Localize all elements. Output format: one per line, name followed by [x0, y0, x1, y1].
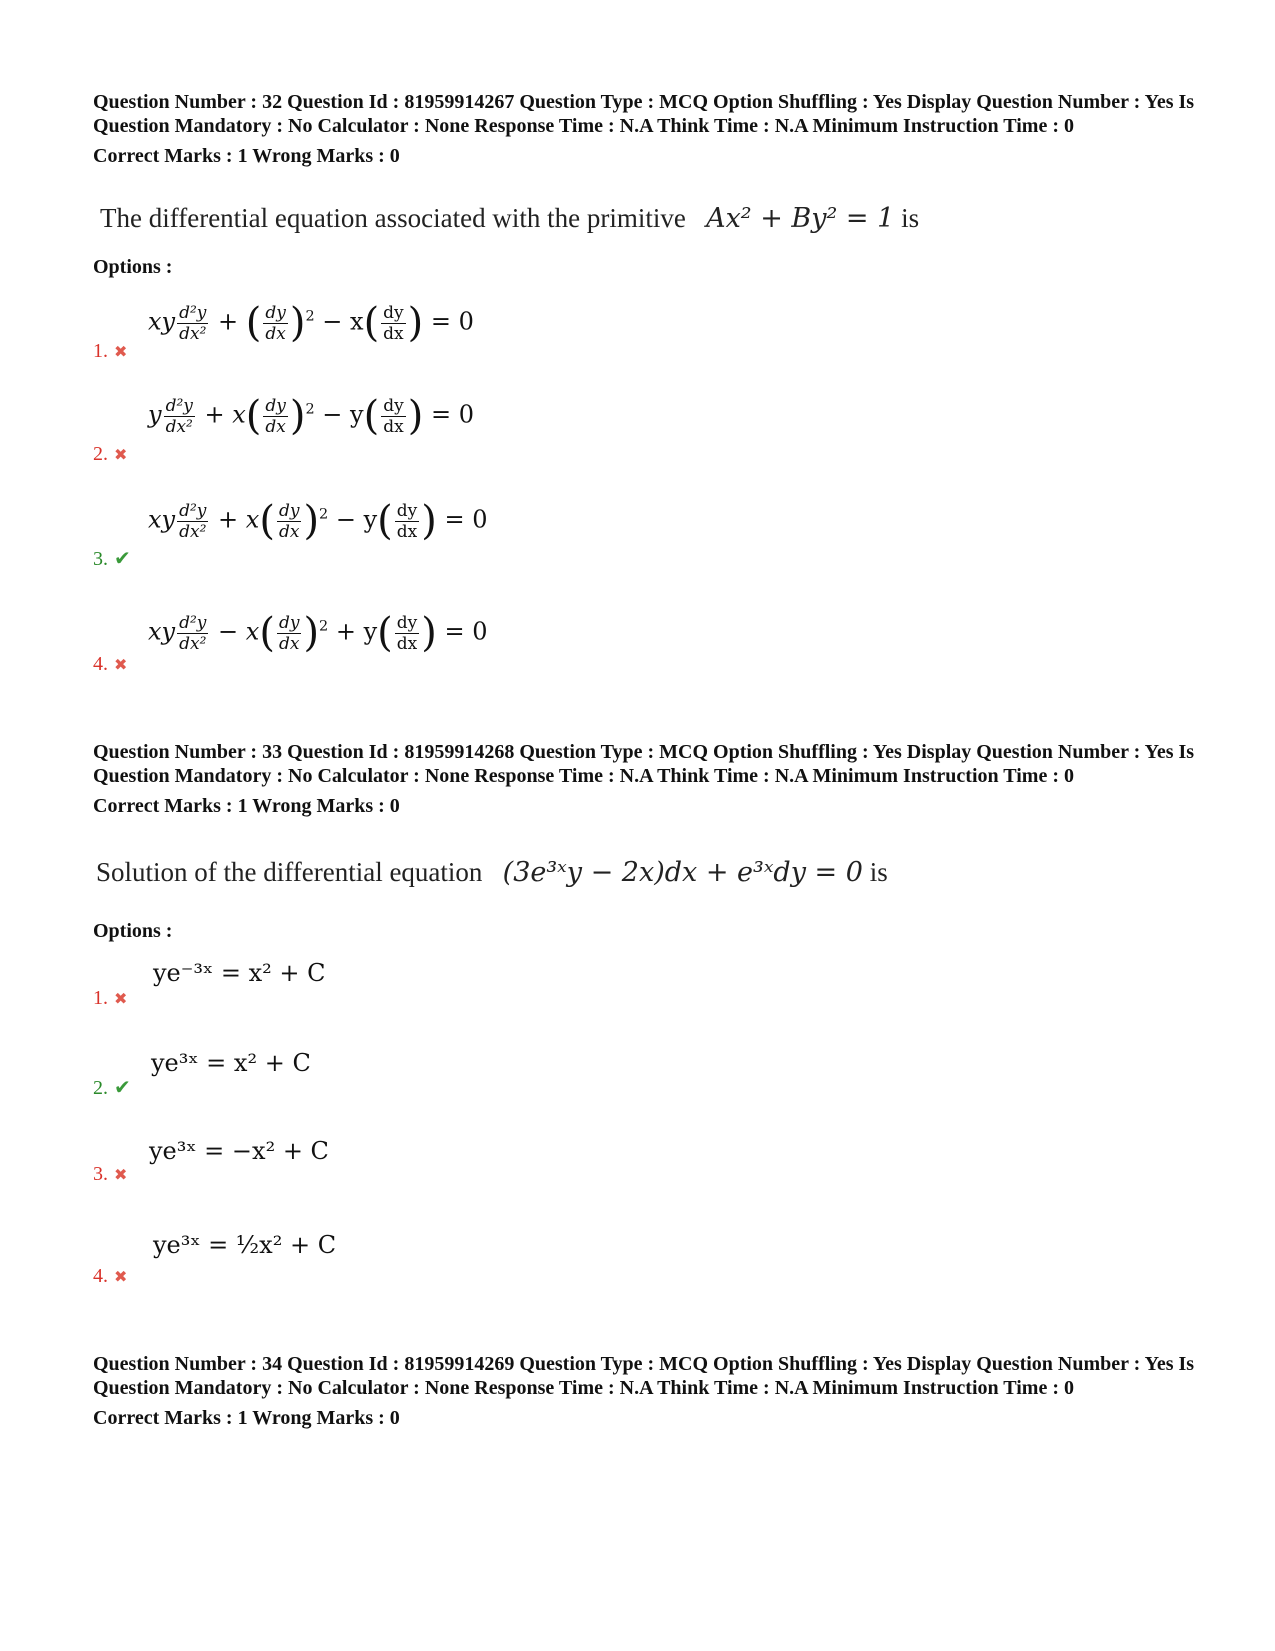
option-equation: ye³ˣ = −x² + C: [149, 1137, 329, 1165]
option-number: 3. ✔: [93, 546, 131, 570]
option-1[interactable]: [93, 290, 693, 370]
question-text-math: (3e³ˣy − 2x)dx + e³ˣdy = 0: [502, 857, 863, 888]
options-label: Options :: [93, 920, 173, 942]
option-number: 2. ✔: [93, 1075, 131, 1099]
question-text-suffix: is: [869, 857, 888, 887]
option-number: 1. ✖: [93, 987, 128, 1009]
wrong-icon: ✖: [114, 1165, 128, 1184]
question-33-header: [93, 740, 1203, 818]
wrong-icon: ✖: [114, 445, 128, 464]
option-number: 4. ✖: [93, 653, 128, 675]
question-text-prefix: The differential equation associated with the primitive: [100, 203, 686, 233]
option-3[interactable]: [93, 490, 693, 570]
question-33-text: [96, 857, 888, 888]
option-equation: xy $\frac{\text{d²y}}{\text{dx²}}$ + x( $\frac{dy}{dx}$ )$^2$ − y( $\frac{dy}{dx}$ ) = 0: [148, 498, 488, 544]
option-4[interactable]: [93, 1225, 693, 1305]
question-32-header: [93, 90, 1203, 168]
question-text-suffix: is: [901, 203, 920, 233]
option-number: 3. ✖: [93, 1163, 128, 1185]
option-equation: ye³ˣ = x² + C: [151, 1049, 311, 1077]
options-label: Options :: [93, 256, 173, 278]
option-1[interactable]: [93, 955, 693, 1035]
wrong-icon: ✖: [114, 989, 128, 1008]
question-marks: Correct Marks : 1 Wrong Marks : 0: [93, 1407, 400, 1429]
option-4[interactable]: [93, 605, 693, 685]
option-equation: ye³ˣ = ½x² + C: [153, 1231, 337, 1259]
option-equation: ye⁻³ˣ = x² + C: [153, 959, 326, 987]
question-meta: Question Number : 32 Question Id : 81959914267 Question Type : MCQ Option Shuffling : Yes Display Question Number : Yes Is Question Mandatory : No Calculator : None Response Time : N.A Think Time : N.A Minimum Instruction Time : 0: [93, 91, 1195, 137]
wrong-icon: ✖: [114, 342, 128, 361]
question-34-header: [93, 1352, 1203, 1430]
option-3[interactable]: [93, 1133, 693, 1213]
wrong-icon: ✖: [114, 655, 128, 674]
question-text-prefix: Solution of the differential equation: [96, 857, 483, 887]
option-equation: xy $\frac{\text{d²y}}{\text{dx²}}$ + ( $\frac{dy}{dx}$ )$^2$ − x( $\frac{dy}{dx}$ ) = 0: [148, 300, 474, 346]
question-marks: Correct Marks : 1 Wrong Marks : 0: [93, 145, 400, 167]
question-meta: Question Number : 34 Question Id : 81959914269 Question Type : MCQ Option Shuffling : Yes Display Question Number : Yes Is Question Mandatory : No Calculator : None Response Time : N.A Think Time : N.A Minimum Instruction Time : 0: [93, 1353, 1195, 1399]
question-meta: Question Number : 33 Question Id : 81959914268 Question Type : MCQ Option Shuffling : Yes Display Question Number : Yes Is Question Mandatory : No Calculator : None Response Time : N.A Think Time : N.A Minimum Instruction Time : 0: [93, 741, 1195, 787]
option-2[interactable]: [93, 385, 693, 465]
option-equation: y $\frac{\text{d²y}}{\text{dx²}}$ + x( $\frac{dy}{dx}$ )$^2$ − y( $\frac{dy}{dx}$ ) = 0: [148, 393, 474, 439]
check-icon: ✔: [114, 546, 131, 570]
option-number: 2. ✖: [93, 443, 128, 465]
check-icon: ✔: [114, 1075, 131, 1099]
question-marks: Correct Marks : 1 Wrong Marks : 0: [93, 795, 400, 817]
wrong-icon: ✖: [114, 1267, 128, 1286]
question-32-text: [100, 203, 919, 234]
option-number: 1. ✖: [93, 340, 128, 362]
option-equation: xy $\frac{\text{d²y}}{\text{dx²}}$ − x( $\frac{dy}{dx}$ )$^2$ + y( $\frac{dy}{dx}$ ) = 0: [148, 610, 488, 656]
question-text-math: Ax² + By² = 1: [706, 203, 895, 234]
option-2[interactable]: [93, 1045, 693, 1125]
option-number: 4. ✖: [93, 1265, 128, 1287]
